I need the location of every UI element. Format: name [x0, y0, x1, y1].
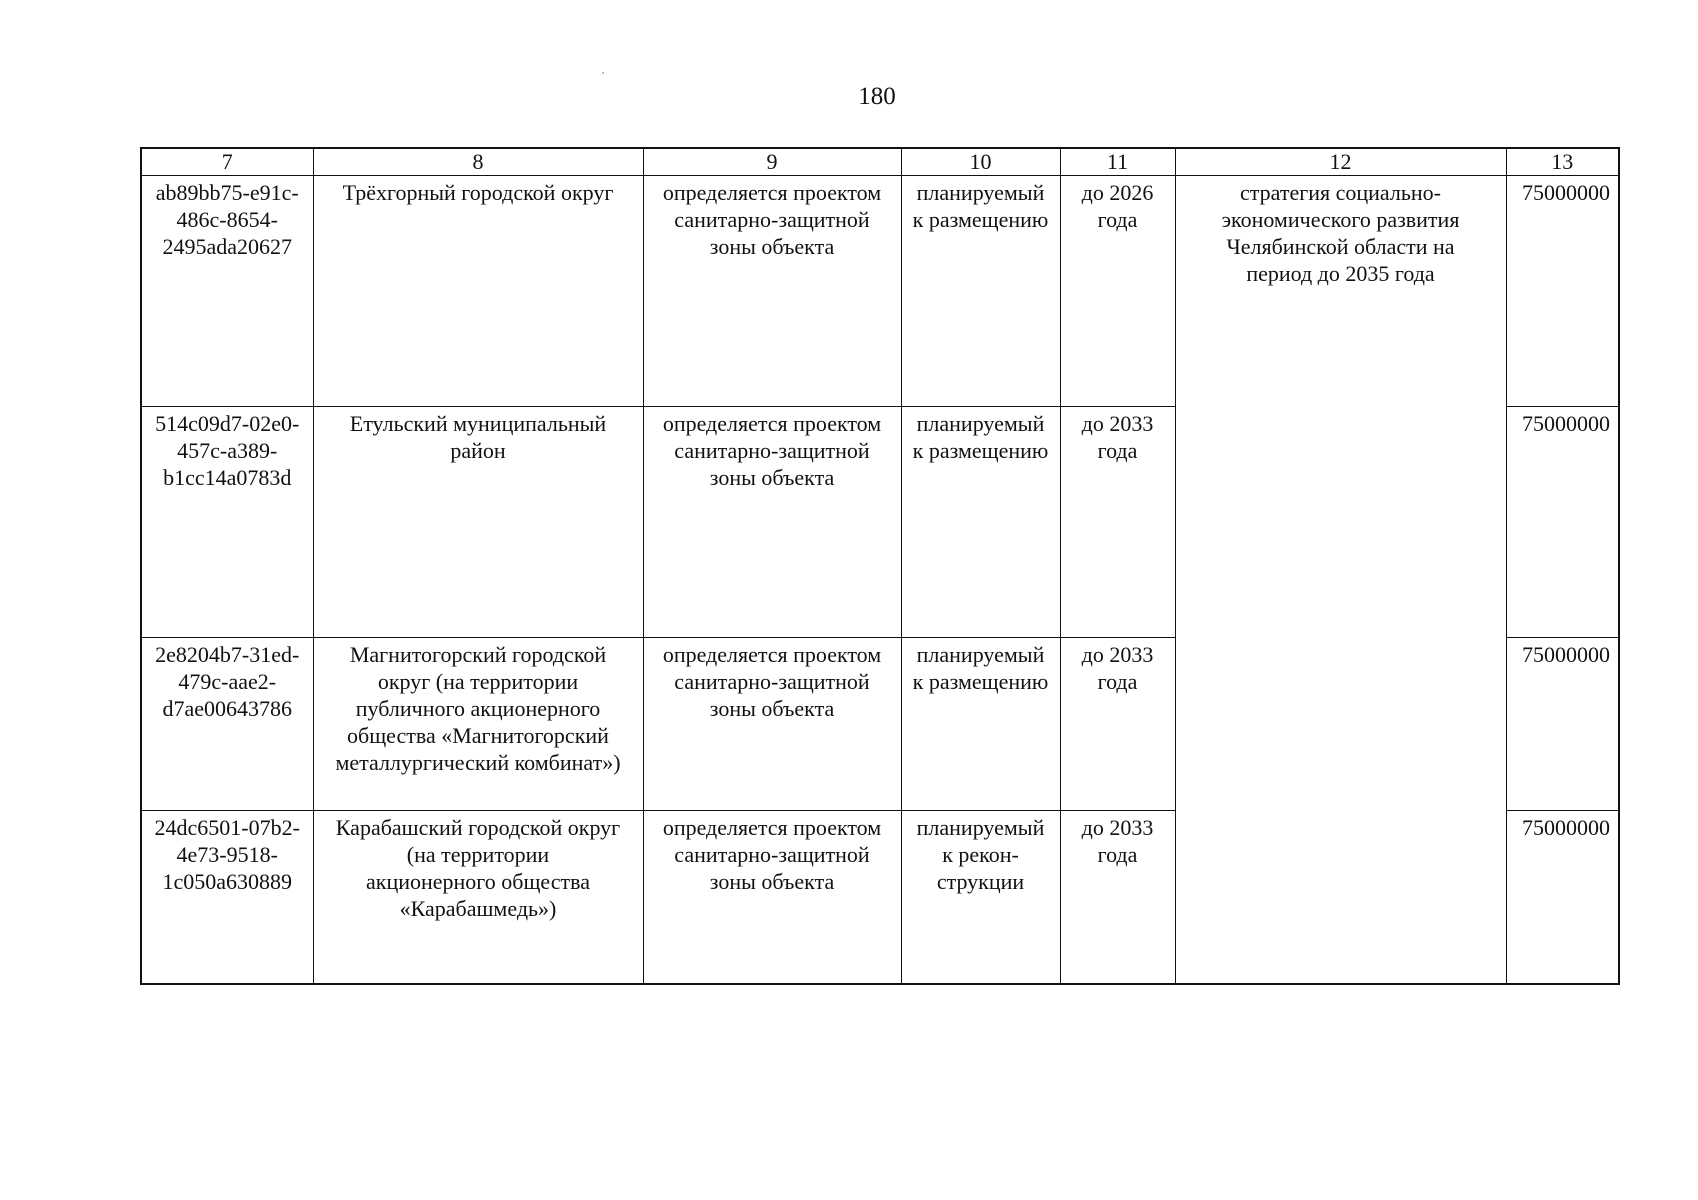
deadline-cell: [1060, 638, 1175, 811]
location-line: публичного акционерного: [355, 696, 601, 721]
column-header: 11: [1060, 148, 1175, 176]
zone-line: зоны объекта: [709, 869, 835, 894]
deadline-line: до 2033: [1081, 642, 1154, 667]
location-line: район: [450, 438, 506, 463]
strategy-line: стратегия социально-: [1239, 180, 1442, 205]
location-cell: [313, 176, 643, 407]
status-line: к размещению: [912, 207, 1049, 232]
status-cell: [901, 176, 1060, 407]
location-cell: [313, 407, 643, 638]
column-header: 7: [141, 148, 313, 176]
column-header: 8: [313, 148, 643, 176]
column-header: 12: [1175, 148, 1506, 176]
deadline-cell: [1060, 811, 1175, 984]
deadline-line: года: [1097, 842, 1138, 867]
location-line: округ (на территории: [377, 669, 579, 694]
scan-speck: [602, 72, 604, 74]
strategy-line: Челябинской области на: [1226, 234, 1455, 259]
column-header: 9: [643, 148, 901, 176]
zone-line: санитарно-защитной: [674, 842, 870, 867]
deadline-line: до 2026: [1081, 180, 1154, 205]
zone-line: зоны объекта: [709, 234, 835, 259]
object-id-line: d7ae00643786: [162, 696, 293, 721]
deadline-cell: [1060, 407, 1175, 638]
status-cell: [901, 811, 1060, 984]
object-id-line: 486c-8654-: [176, 207, 278, 232]
status-line: планируемый: [916, 642, 1045, 667]
object-id-line: 24dc6501-07b2-: [154, 815, 300, 840]
deadline-line: года: [1097, 438, 1138, 463]
status-line: планируемый: [916, 815, 1045, 840]
location-line: Карабашский городской округ: [335, 815, 621, 840]
amount-cell: 75000000: [1506, 638, 1619, 811]
status-cell: [901, 407, 1060, 638]
zone-line: зоны объекта: [709, 465, 835, 490]
object-id-cell: [141, 407, 313, 638]
object-id-line: 2e8204b7-31ed-: [155, 642, 300, 667]
location-line: общества «Магнитогорский: [347, 723, 609, 748]
location-line: металлургический комбинат»): [335, 750, 621, 775]
page-number: 180: [858, 83, 896, 110]
object-id-line: 514c09d7-02e0-: [155, 411, 300, 436]
status-line: планируемый: [916, 180, 1045, 205]
amount-cell: 75000000: [1506, 176, 1619, 407]
header-row: [141, 148, 1619, 176]
status-cell: [901, 638, 1060, 811]
zone-line: определяется проектом: [662, 642, 882, 667]
status-line: планируемый: [916, 411, 1045, 436]
object-id-line: 1c050a630889: [162, 869, 293, 894]
object-id-cell: [141, 176, 313, 407]
object-id-line: 4e73-9518-: [176, 842, 278, 867]
object-id-line: ab89bb75-e91c-: [155, 180, 299, 205]
object-id-line: 457c-a389-: [177, 438, 278, 463]
location-cell: [313, 638, 643, 811]
object-id-line: b1cc14a0783d: [163, 465, 292, 490]
zone-cell: [643, 638, 901, 811]
location-line: акционерного общества: [366, 869, 590, 894]
deadline-line: до 2033: [1081, 815, 1154, 840]
zone-cell: [643, 407, 901, 638]
zone-line: санитарно-защитной: [674, 669, 870, 694]
status-line: к размещению: [912, 438, 1049, 463]
object-id-line: 479c-aae2-: [178, 669, 277, 694]
amount-cell: 75000000: [1506, 811, 1619, 984]
zone-line: определяется проектом: [662, 815, 882, 840]
zone-line: определяется проектом: [662, 180, 882, 205]
object-id-cell: [141, 638, 313, 811]
zone-line: определяется проектом: [662, 411, 882, 436]
location-line: «Карабашмедь»): [399, 896, 557, 921]
column-header: 13: [1506, 148, 1619, 176]
zone-cell: [643, 811, 901, 984]
status-line: к рекон-: [942, 842, 1019, 867]
deadline-line: года: [1097, 207, 1138, 232]
strategy-line: экономического развития: [1221, 207, 1460, 232]
zone-line: санитарно-защитной: [674, 438, 870, 463]
location-line: (на территории: [406, 842, 550, 867]
object-id-line: 2495ada20627: [162, 234, 293, 259]
status-line: к размещению: [912, 669, 1049, 694]
location-line: Трёхгорный городской округ: [342, 180, 614, 205]
strategy-line: период до 2035 года: [1246, 261, 1435, 286]
table-row: [141, 176, 1619, 407]
location-line: Етульский муниципальный: [349, 411, 607, 436]
column-header: 10: [901, 148, 1060, 176]
zone-line: санитарно-защитной: [674, 207, 870, 232]
amount-cell: 75000000: [1506, 407, 1619, 638]
status-line: струкции: [936, 869, 1025, 894]
location-cell: [313, 811, 643, 984]
location-line: Магнитогорский городской: [349, 642, 607, 667]
deadline-cell: [1060, 176, 1175, 407]
zone-line: зоны объекта: [709, 696, 835, 721]
strategy-document-cell: [1175, 176, 1506, 984]
data-table: [140, 147, 1620, 985]
object-id-cell: [141, 811, 313, 984]
deadline-line: до 2033: [1081, 411, 1154, 436]
zone-cell: [643, 176, 901, 407]
deadline-line: года: [1097, 669, 1138, 694]
